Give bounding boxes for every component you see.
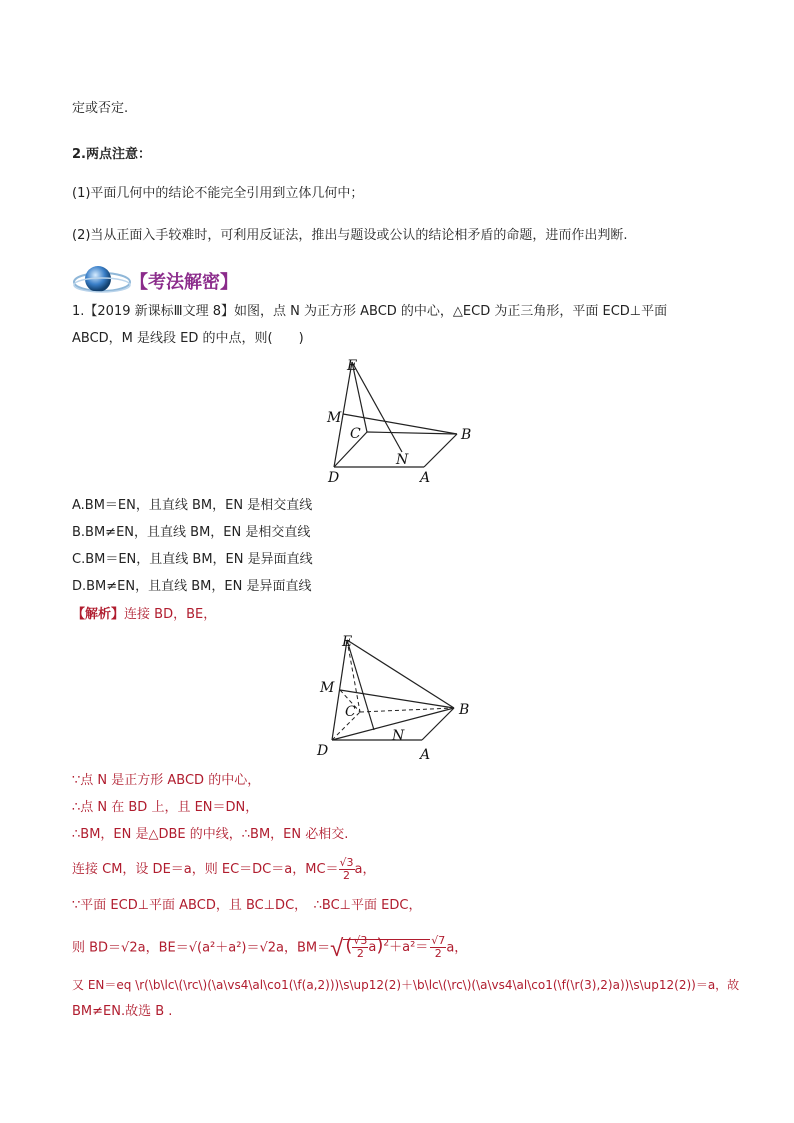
label-M: M: [327, 410, 342, 426]
fraction-root3-over-2: [339, 857, 355, 882]
step-6-text: 则 BD＝√2a，BE＝√(a²＋a²)＝√2a，BM＝: [72, 940, 331, 956]
intro-text-end: 定或否定.: [72, 101, 129, 116]
label-M: M: [320, 680, 335, 696]
option-d: D.BM≠EN，且直线 BM，EN 是异面直线: [72, 579, 312, 594]
figure-1: [322, 352, 482, 492]
section-title: 【考法解密】: [130, 272, 238, 293]
label-N: N: [392, 728, 405, 744]
figure-2: [312, 628, 482, 772]
step-6-plus: ＋a²＝: [389, 940, 429, 956]
step-4-tail: a，: [354, 862, 376, 877]
solution-conclusion: BM≠EN.故选 B .: [72, 1004, 173, 1019]
label-A: A: [420, 747, 431, 763]
solution-step-1: ∵点 N 是正方形 ABCD 的中心，: [72, 773, 261, 788]
solution-start: [72, 606, 216, 624]
sqrt-sign: √: [330, 933, 344, 962]
step-6-tail: a，: [446, 940, 468, 956]
label-B: B: [461, 427, 472, 443]
fraction-root7-over-2: [430, 935, 446, 960]
label-C: C: [350, 426, 361, 442]
option-b: B.BM≠EN，且直线 BM，EN 是相交直线: [72, 525, 311, 540]
solution-step-5: ∵平面 ECD⊥平面 ABCD，且 BC⊥DC， ∴BC⊥平面 EDC，: [72, 898, 422, 913]
question-line-1: 1.【2019 新课标Ⅲ文理 8】如图，点 N 为正方形 ABCD 的中心，△ECD 为正三角形，平面 ECD⊥平面: [72, 304, 668, 319]
note-1: (1)平面几何中的结论不能完全引用到立体几何中；: [72, 186, 364, 201]
solution-step-4: [72, 856, 376, 884]
label-A: A: [420, 470, 431, 486]
note-2: (2)当从正面入手较难时，可利用反证法，推出与题设或公认的结论相矛盾的命题，进而作出判断.: [72, 228, 628, 243]
section-banner: [72, 260, 372, 300]
option-c: C.BM＝EN，且直线 BM，EN 是异面直线: [72, 552, 313, 567]
label-E: E: [342, 634, 353, 650]
question-line-2: ABCD，M 是线段 ED 的中点，则( ): [72, 331, 304, 346]
solution-step-7: 又 EN＝eq \r(\b\lc\(\rc\)(\a\vs4\al\co1(\f(a,2)))\s\up12(2)＋\b\lc\(\rc\)(\a\vs4\al\co1(\f(\r(3),2)a))\s\up12(2))＝a，故: [72, 978, 740, 992]
option-a: A.BM＝EN，且直线 BM，EN 是相交直线: [72, 498, 313, 513]
label-D: D: [317, 743, 329, 759]
result-denominator: 2: [434, 947, 442, 961]
inner-var: a: [368, 940, 377, 956]
inner-fraction: [352, 935, 368, 960]
solution-step-3: ∴BM，EN 是△DBE 的中线，∴BM，EN 必相交.: [72, 827, 349, 842]
solution-tag: 【解析】: [72, 607, 125, 622]
sqrt-body: ( $\frac{√3}{2}$ a)$^2$＋a²＝: [345, 934, 429, 961]
label-E: E: [347, 358, 358, 374]
result-numerator: √7: [431, 934, 446, 948]
label-D: D: [328, 470, 340, 486]
solution-step-6: [72, 928, 467, 960]
label-C: C: [345, 704, 356, 720]
notes-heading: 2.两点注意：: [72, 147, 151, 162]
fraction-numerator: √3: [339, 856, 354, 869]
inner-numerator: √3: [353, 934, 368, 948]
label-N: N: [396, 452, 409, 468]
inner-denominator: 2: [356, 947, 364, 961]
solution-first-step: 连接 BD，BE，: [124, 607, 217, 622]
fraction-denominator: 2: [343, 869, 351, 882]
solution-step-2: ∴点 N 在 BD 上，且 EN＝DN，: [72, 800, 259, 815]
step-4-text: 连接 CM，设 DE＝a，则 EC＝DC＝a，MC＝: [72, 862, 339, 877]
label-B: B: [459, 702, 470, 718]
